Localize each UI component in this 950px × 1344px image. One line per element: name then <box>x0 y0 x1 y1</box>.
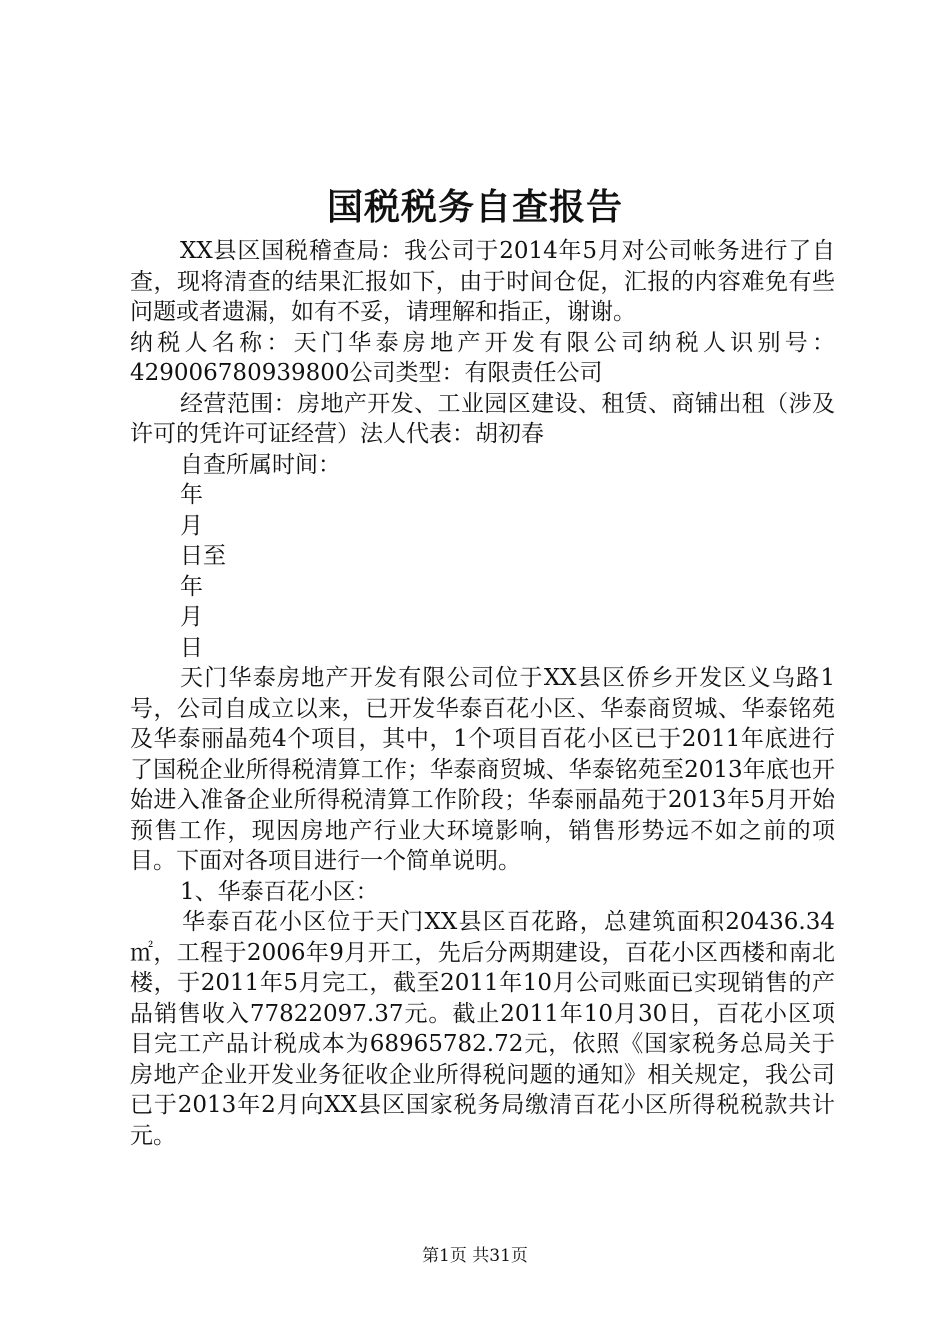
date-line-year-start: 年 <box>180 482 203 508</box>
date-line-year-end: 年 <box>180 573 203 600</box>
page-footer: 第1页 共31页 <box>422 1246 528 1266</box>
date-line-month-end: 月 <box>180 604 203 630</box>
paragraph-company-overview: 天门华泰房地产开发有限公司位于XX县区侨乡开发区义乌路1号，公司自成立以来，已开发华泰百花小区、华泰商贸城、华泰铭苑及华泰丽晶苑4个项目，其中，1个项目百花小区已于2011年底进行了国税企业所得税清算工作；华泰商贸城、华泰铭苑至2013年底也开始进入准备企业所得税清算工作阶段；华泰丽晶苑于2013年5月开始预售工作，现因房地产行业大环境影响，销售形势远不如之前的项目。下面对各项目进行一个简单说明。 <box>130 665 835 874</box>
document-title: 国税税务自查报告 <box>326 186 623 228</box>
document-body <box>130 236 835 1151</box>
date-line-month-start: 月 <box>180 512 203 539</box>
date-line-day-start: 日至 <box>180 543 226 569</box>
paragraph-taxpayer-info: 纳税人名称：天门华泰房地产开发有限公司纳税人识别号：429006780939800公司类型：有限责任公司 <box>130 329 835 386</box>
paragraph-baihua-details: 华泰百花小区位于天门XX县区百花路，总建筑面积20436.34㎡，工程于2006年9月开工，先后分两期建设，百花小区西楼和南北楼，于2011年5月完工，截至2011年10月公司账面已实现销售的产品销售收入77822097.37元。截止2011年10月30日，百花小区项目完工产品计税成本为68965782.72元，依照《国家税务总局关于房地产企业开发业务征收企业所得税问题的通知》相关规定，我公司已于2013年2月向XX县区国家税务局缴清百花小区所得税税款共计元。 <box>130 909 835 1149</box>
date-line-day-end: 日 <box>180 634 203 661</box>
paragraph-audit-period: 自查所属时间： <box>180 451 341 478</box>
section-heading-baihua: 1、华泰百花小区： <box>180 878 379 905</box>
paragraph-intro: XX县区国税稽查局：我公司于2014年5月对公司帐务进行了自查，现将清查的结果汇报如下，由于时间仓促，汇报的内容难免有些问题或者遗漏，如有不妥，请理解和指正，谢谢。 <box>130 238 835 325</box>
paragraph-business-scope: 经营范围：房地产开发、工业园区建设、租赁、商铺出租（涉及许可的凭许可证经营）法人代表：胡初春 <box>130 390 835 447</box>
